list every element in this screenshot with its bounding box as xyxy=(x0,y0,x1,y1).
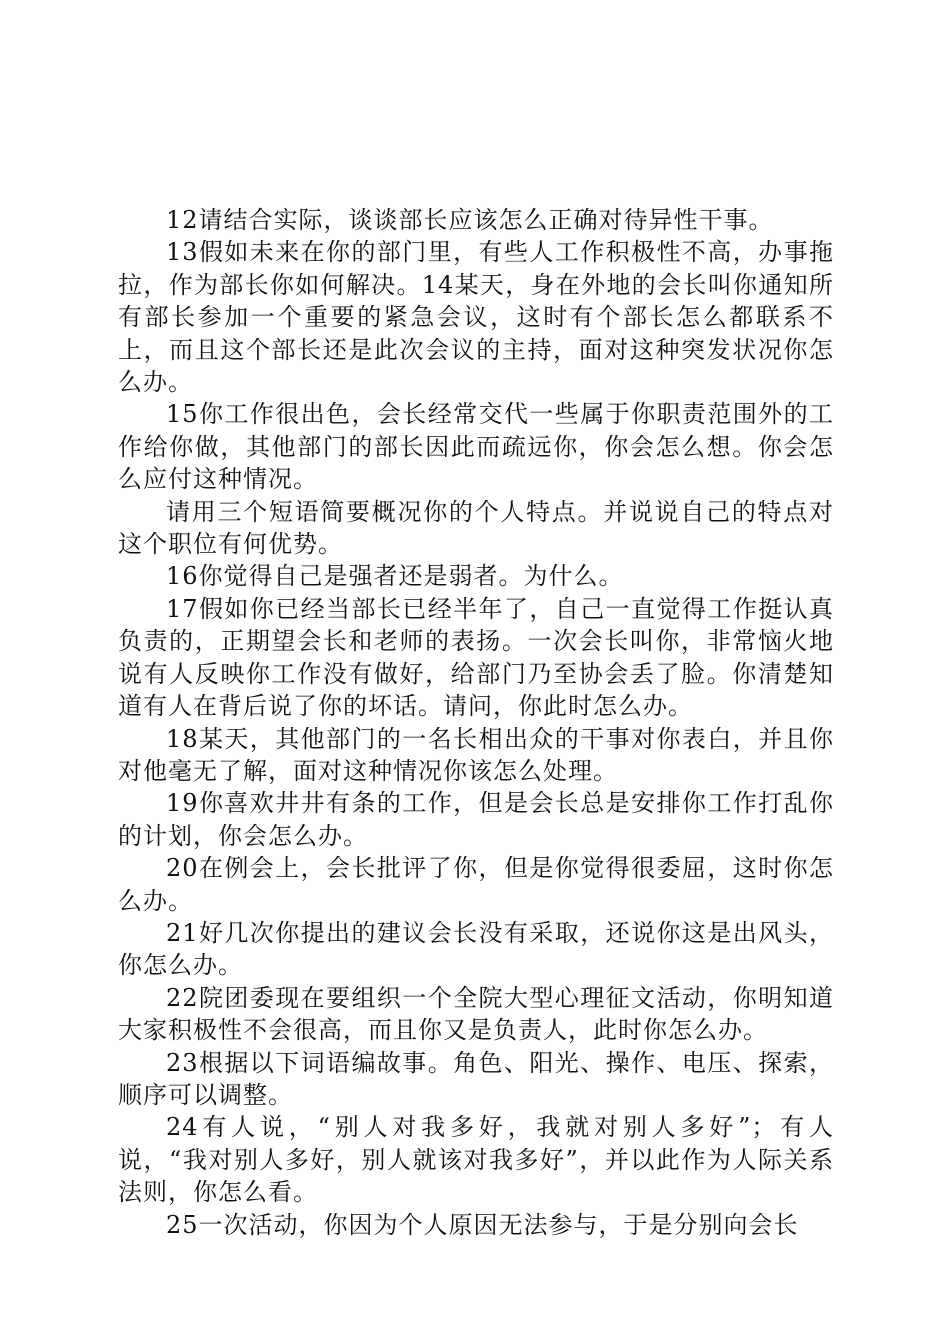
paragraph-22: 22院团委现在要组织一个全院大型心理征文活动，你明知道大家积极性不会很高，而且你又是负责人，此时你怎么办。 xyxy=(118,983,834,1045)
paragraph-23: 23根据以下词语编故事。角色、阳光、操作、电压、探索，顺序可以调整。 xyxy=(118,1048,834,1109)
paragraph-21: 21好几次你提出的建议会长没有采取，还说你这是出风头，你怎么办。 xyxy=(118,918,834,980)
paragraph-25: 25一次活动，你因为个人原因无法参与，于是分别向会长 xyxy=(166,1210,799,1239)
paragraph-16: 16你觉得自己是强者还是弱者。为什么。 xyxy=(166,562,624,591)
paragraph-17: 17假如你已经当部长已经半年了，自己一直觉得工作挺认真负责的，正期望会长和老师的表扬。一次会长叫你，非常恼火地说有人反映你工作没有做好，给部门乃至协会丢了脸。你清楚知道有人在背后说了你的坏话。请问，你此时怎么办。 xyxy=(118,594,834,721)
document-body xyxy=(118,204,834,1241)
paragraph-12: 12请结合实际，谈谈部长应该怎么正确对待异性干事。 xyxy=(166,206,774,234)
paragraph-24: 24有人说，“别人对我多好，我就对别人多好”；有人说，“我对别人多好，别人就该对我多好”，并以此作为人际关系法则，你怎么看。 xyxy=(118,1113,834,1207)
paragraph-20: 20在例会上，会长批评了你，但是你觉得很委屈，这时你怎么办。 xyxy=(118,854,834,915)
paragraph-18: 18某天，其他部门的一名长相出众的干事对你表白，并且你对他毫无了解，面对这种情况你该怎么处理。 xyxy=(118,724,834,785)
paragraph-13-14: 13假如未来在你的部门里，有些人工作积极性不高，办事拖拉，作为部长你如何解决。14某天，身在外地的会长叫你通知所有部长参加一个重要的紧急会议，这时有个部长怎么都联系不上，而且这个部长还是此次会议的主持，面对这种突发状况你怎么办。 xyxy=(118,238,834,397)
paragraph-19: 19你喜欢井井有条的工作，但是会长总是安排你工作打乱你的计划，你会怎么办。 xyxy=(118,789,834,850)
paragraph-traits: 请用三个短语简要概况你的个人特点。并说说自己的特点对这个职位有何优势。 xyxy=(118,497,834,559)
paragraph-15: 15你工作很出色，会长经常交代一些属于你职责范围外的工作给你做，其他部门的部长因此而疏远你，你会怎么想。你会怎么应付这种情况。 xyxy=(118,400,834,494)
